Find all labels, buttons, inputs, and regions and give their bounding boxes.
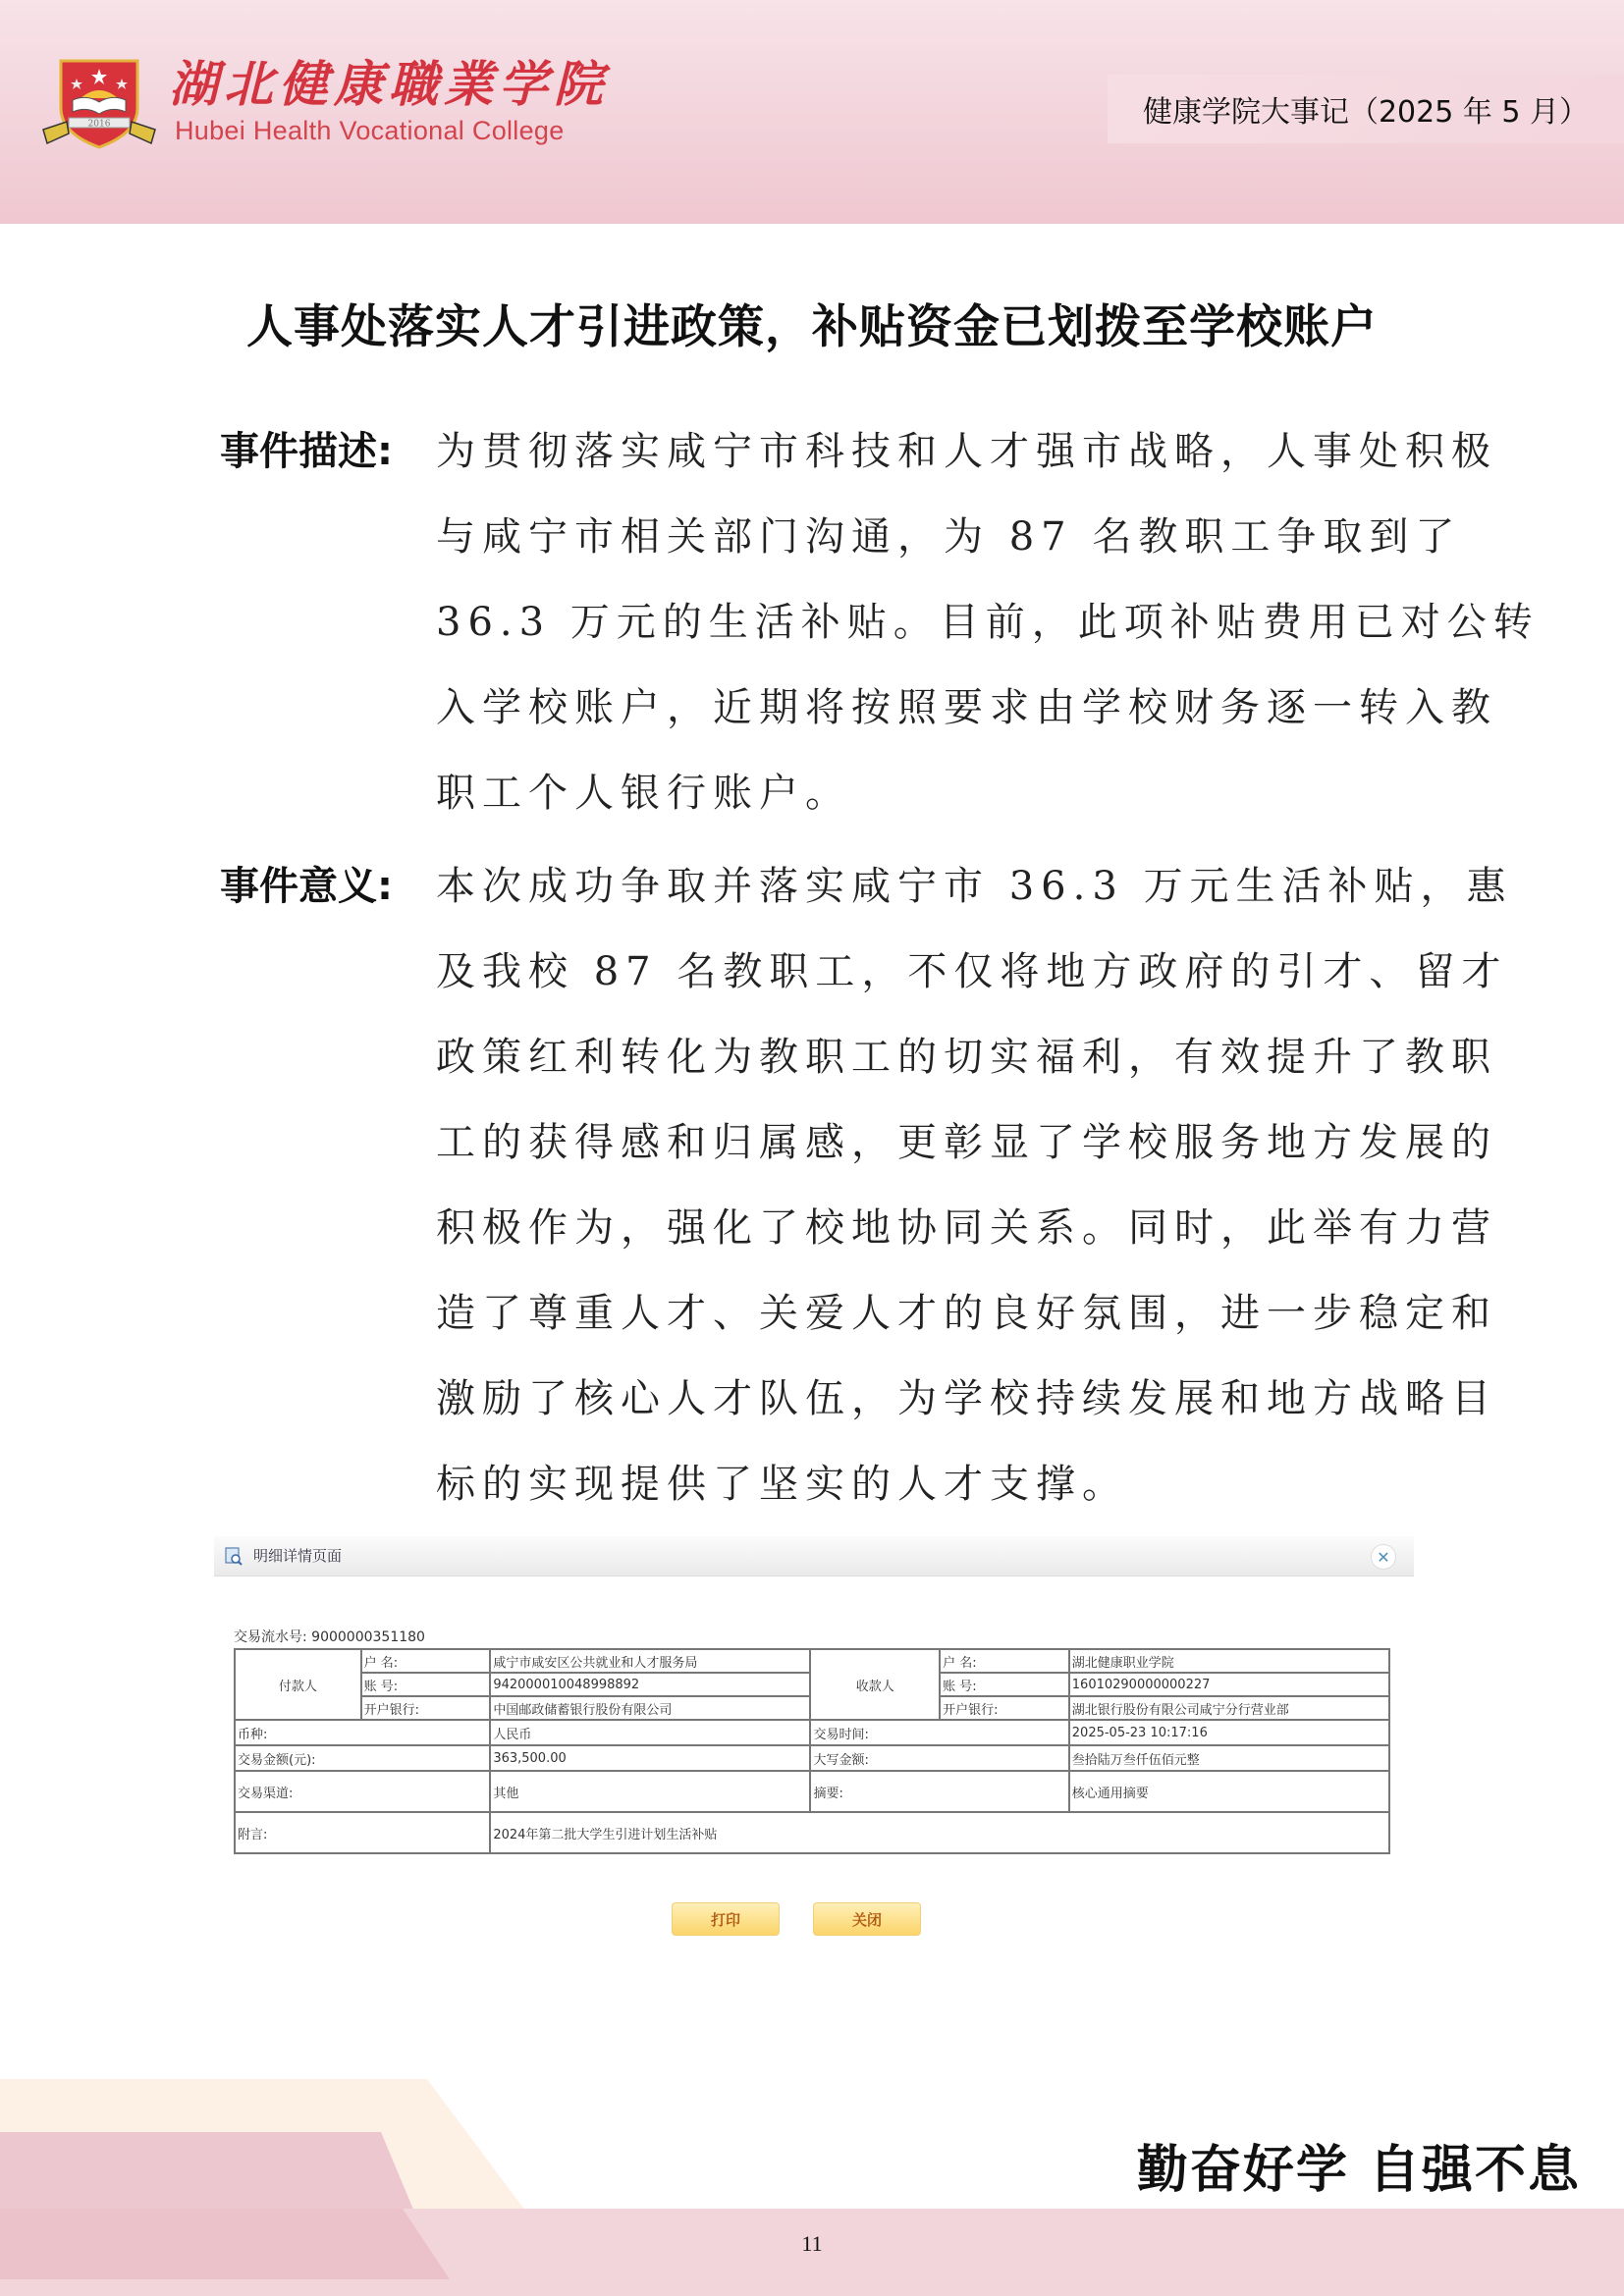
- transaction-serial: [234, 1627, 425, 1646]
- college-motto: 勤奋好学 自强不息: [1136, 2141, 1581, 2200]
- text-line: 36.3 万元的生活补贴。目前，此项补贴费用已对公转: [436, 600, 1540, 645]
- payer-account-label: 账 号:: [361, 1673, 491, 1696]
- payer-bank: 中国邮政储蓄银行股份有限公司: [490, 1696, 810, 1720]
- time-value: 2025-05-23 10:17:16: [1069, 1720, 1389, 1745]
- text-line: 政策红利转化为教职工的切实福利，有效提升了教职: [436, 1035, 1497, 1080]
- text-line: 及我校 87 名教职工，不仅将地方政府的引才、留才: [436, 949, 1508, 994]
- channel-value: 其他: [490, 1771, 810, 1812]
- article-title: 人事处落实人才引进政策，补贴资金已划拨至学校账户: [246, 300, 1378, 354]
- note-label: 附言:: [235, 1812, 490, 1853]
- college-name-chinese: 湖北健康職業学院: [169, 55, 609, 113]
- window-title: 明细详情页面: [253, 1547, 343, 1565]
- payer-name: 咸宁市咸安区公共就业和人才服务局: [490, 1649, 810, 1673]
- transaction-detail-table: [234, 1648, 1390, 1854]
- bank-receipt-window: [214, 1536, 1414, 1949]
- page-header: [0, 0, 1624, 224]
- amount-words-label: 大写金额:: [810, 1745, 1068, 1771]
- event-significance-label: 事件意义:: [220, 864, 393, 909]
- text-line: 职工个人银行账户。: [436, 771, 851, 816]
- amount-words-value: 叁拾陆万叁仟伍佰元整: [1069, 1745, 1389, 1771]
- payee-role: 收款人: [810, 1649, 940, 1720]
- event-description-label: 事件描述:: [220, 429, 393, 474]
- text-line: 激励了核心人才队伍，为学校持续发展和地方战略目: [436, 1376, 1497, 1421]
- table-row: [235, 1720, 1389, 1745]
- text-line: 为贯彻落实咸宁市科技和人才强市战略，人事处积极: [436, 429, 1497, 474]
- receipt-actions: [214, 1902, 1414, 1942]
- payee-account: 16010290000000227: [1069, 1673, 1389, 1696]
- print-button[interactable]: 打印: [672, 1902, 780, 1936]
- text-line: 造了尊重人才、关爱人才的良好氛围，进一步稳定和: [436, 1291, 1497, 1336]
- close-button[interactable]: 关闭: [813, 1902, 921, 1936]
- summary-value: 核心通用摘要: [1069, 1771, 1389, 1812]
- currency-value: 人民币: [490, 1720, 810, 1745]
- table-row: [235, 1745, 1389, 1771]
- text-line: 本次成功争取并落实咸宁市 36.3 万元生活补贴，惠: [436, 864, 1513, 909]
- currency-label: 币种:: [235, 1720, 490, 1745]
- table-row: [235, 1812, 1389, 1853]
- serial-value: 9000000351180: [311, 1629, 425, 1645]
- emblem-year: 2016: [87, 119, 111, 130]
- table-row: [235, 1649, 1389, 1673]
- page-number: 11: [801, 2231, 823, 2256]
- payee-bank-label: 开户银行:: [940, 1696, 1069, 1720]
- payee-name: 湖北健康职业学院: [1069, 1649, 1389, 1673]
- text-line: 标的实现提供了坚实的人才支撑。: [436, 1462, 1128, 1507]
- time-label: 交易时间:: [810, 1720, 1068, 1745]
- amount-label: 交易金额(元):: [235, 1745, 490, 1771]
- payer-role: 付款人: [235, 1649, 361, 1720]
- payer-name-label: 户 名:: [361, 1649, 491, 1673]
- payer-bank-label: 开户银行:: [361, 1696, 491, 1720]
- college-name-english: Hubei Health Vocational College: [175, 116, 565, 145]
- text-line: 入学校账户，近期将按照要求由学校财务逐一转入教: [436, 685, 1497, 730]
- note-value: 2024年第二批大学生引进计划生活补贴: [490, 1812, 1389, 1853]
- table-row: [235, 1771, 1389, 1812]
- payee-name-label: 户 名:: [940, 1649, 1069, 1673]
- serial-label: 交易流水号:: [234, 1629, 307, 1645]
- event-significance-text: [436, 844, 1624, 1527]
- text-line: 积极作为，强化了校地协同关系。同时，此举有力营: [436, 1205, 1497, 1251]
- window-title-bar: [214, 1536, 1414, 1576]
- college-emblem-icon: [39, 57, 159, 151]
- payee-account-label: 账 号:: [940, 1673, 1069, 1696]
- event-description-text: [436, 409, 1624, 836]
- publication-tag: 健康学院大事记（2025 年 5 月）: [1108, 75, 1624, 143]
- text-line: 工的获得感和归属感，更彰显了学校服务地方发展的: [436, 1120, 1497, 1165]
- channel-label: 交易渠道:: [235, 1771, 490, 1812]
- amount-value: 363,500.00: [490, 1745, 810, 1771]
- payee-bank: 湖北银行股份有限公司咸宁分行营业部: [1069, 1696, 1389, 1720]
- close-icon[interactable]: ✕: [1371, 1544, 1396, 1570]
- payer-account: 942000010048998892: [490, 1673, 810, 1696]
- summary-label: 摘要:: [810, 1771, 1068, 1812]
- document-icon: [224, 1546, 244, 1566]
- text-line: 与咸宁市相关部门沟通，为 87 名教职工争取到了: [436, 514, 1462, 560]
